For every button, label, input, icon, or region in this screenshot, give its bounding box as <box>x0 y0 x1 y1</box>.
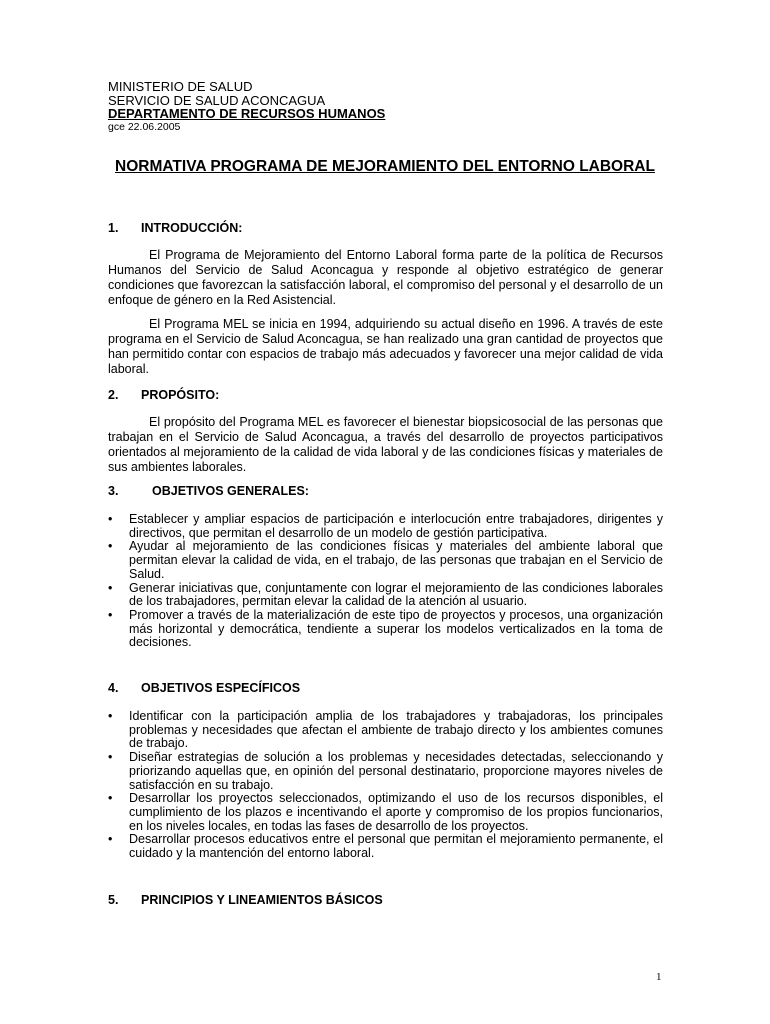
list-item: • Establecer y ampliar espacios de participación e interlocución entre trabajadores, dirigentes y directivos, que permitan el desarrollo de un modelo de gestión participativa. <box>108 512 663 540</box>
bullet-icon: • <box>108 709 113 723</box>
section-2-heading <box>108 388 219 402</box>
section-number: 4. <box>108 681 119 695</box>
list-item: • Generar iniciativas que, conjuntamente con lograr el mejoramiento de las condiciones laborales de los trabajadores, permitan elevar la calidad de la atención al usuario. <box>108 580 663 609</box>
paragraph: El Programa MEL se inicia en 1994, adquiriendo su actual diseño en 1996. A través de este programa en el Servicio de Salud Aconcagua, se han realizado una gran cantidad de proyectos que han permitido contar con espacios de trabajo más adecuados y favorecer una mejor calidad de vida laboral. <box>108 317 663 376</box>
list-item: • Diseñar estrategias de solución a los problemas y necesidades detectadas, seleccionando y priorizando aquellas que, en opinión del personal destinatario, proporcione mayores niveles de satisfacción en su trabajo. <box>108 750 663 792</box>
section-number: 2. <box>108 388 119 402</box>
bullet-icon: • <box>108 750 113 765</box>
document-title: NORMATIVA PROGRAMA DE MEJORAMIENTO DEL ENTORNO LABORAL <box>115 158 655 175</box>
section-3-heading <box>108 484 309 498</box>
specific-objectives-list <box>108 710 663 861</box>
department-line: DEPARTAMENTO DE RECURSOS HUMANOS <box>108 106 386 121</box>
section-title: PRINCIPIOS Y LINEAMIENTOS BÁSICOS <box>141 893 383 907</box>
paragraph: El propósito del Programa MEL es favorecer el bienestar biopsicosocial de las personas que trabajan en el Servicio de Salud Aconcagua, a través del desarrollo de proyectos participativos orientados al mejoramiento de la calidad de vida laboral y de las condiciones físicas y materiales de sus ambientes laborales. <box>108 415 663 474</box>
section-title: INTRODUCCIÓN: <box>141 221 243 235</box>
list-item: • Ayudar al mejoramiento de las condiciones físicas y materiales del ambiente laboral que permitan elevar la calidad de vida, en el trabajo, de las personas que trabajan en el Servicio de Salud. <box>108 539 663 581</box>
ministry-line: MINISTERIO DE SALUD <box>108 79 253 94</box>
list-item: • Promover a través de la materialización de este tipo de proyectos y procesos, una organización más horizontal y democrática, tendiente a superar los modelos verticalizados en la toma de decisiones. <box>108 607 663 650</box>
bullet-icon: • <box>108 607 113 622</box>
section-title: PROPÓSITO: <box>141 388 220 402</box>
section-1-heading <box>108 221 242 235</box>
section-title: OBJETIVOS ESPECÍFICOS <box>141 681 301 695</box>
document-header <box>108 80 385 134</box>
bullet-icon: • <box>108 539 113 554</box>
section-title: OBJETIVOS GENERALES: <box>152 484 309 498</box>
bullet-icon: • <box>108 512 113 526</box>
paragraph: El Programa de Mejoramiento del Entorno Laboral forma parte de la política de Recursos Humanos del Servicio de Salud Aconcagua y responde al objetivo estratégico de generar condiciones que favorezcan la satisfacción laboral, el compromiso del personal y el desarrollo de un enfoque de género en la Red Asistencial. <box>108 248 663 307</box>
bullet-icon: • <box>108 791 113 806</box>
service-line: SERVICIO DE SALUD ACONCAGUA <box>108 92 326 108</box>
section-number: 5. <box>108 893 119 907</box>
section-number: 1. <box>108 221 119 235</box>
section-4-heading <box>108 681 300 695</box>
general-objectives-list <box>108 513 663 650</box>
list-item: • Desarrollar los proyectos seleccionados, optimizando el uso de los recursos disponibles, el cumplimiento de los plazos e incentivando el aporte y compromiso de los propios funcionarios, en los niveles locales, en todas las fases de desarrollo de los proyectos. <box>108 791 663 833</box>
bullet-icon: • <box>108 832 113 847</box>
page-number: 1 <box>656 971 662 983</box>
document-date: gce 22.06.2005 <box>108 120 181 133</box>
section-number: 3. <box>108 484 119 498</box>
list-item: • Desarrollar procesos educativos entre el personal que permitan el mejoramiento permanente, el cuidado y la mantención del entorno laboral. <box>108 832 663 861</box>
bullet-icon: • <box>108 580 113 595</box>
list-item: • Identificar con la participación amplia de los trabajadores y trabajadoras, los principales problemas y necesidades que afectan el ambiente de trabajo directo y los ambientes comunes de trabajo. <box>108 709 663 751</box>
section-5-heading <box>108 893 383 907</box>
